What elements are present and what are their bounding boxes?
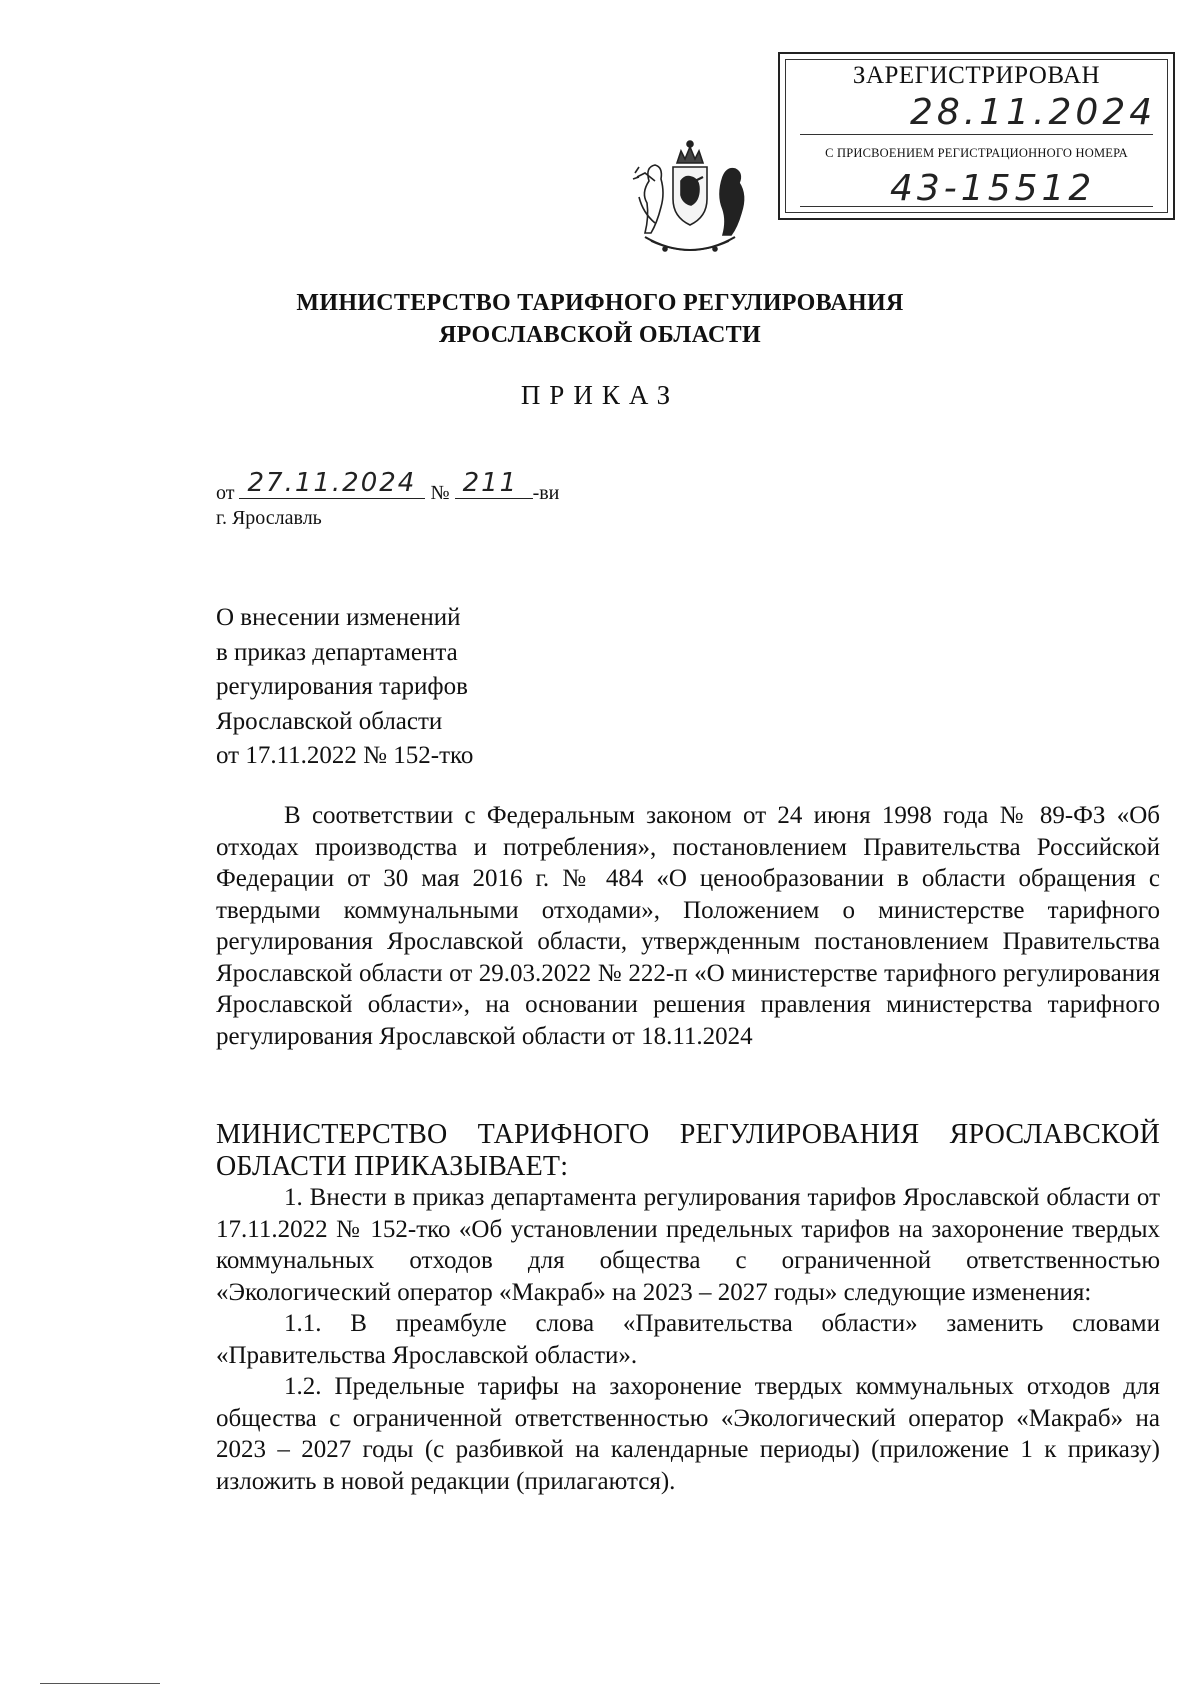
order-date-line — [216, 468, 560, 505]
order-items — [216, 1182, 1160, 1497]
subject-line: в приказ департамента — [216, 638, 458, 666]
stamp-registration-date: 28.11.2024 — [910, 92, 1157, 133]
ministry-heading — [0, 287, 1200, 351]
ministry-name-line-2: ЯРОСЛАВСКОЙ ОБЛАСТИ — [439, 322, 761, 348]
stamp-registration-number: 43-15512 — [890, 168, 1096, 209]
subject-line: О внесении изменений — [216, 604, 461, 631]
order-item-1: 1. Внести в приказ департамента регулирования тарифов Ярославской области от 17.11.2022 № 152-тко «Об установлении предельных тарифов на захоронение твердых коммунальных отходов для общества с ограниченной ответственностью «Экологический оператор «Макраб» на 2023 – 2027 годы» следующие изменения: — [216, 1184, 1160, 1306]
stamp-divider — [800, 134, 1153, 135]
number-prefix: № — [430, 482, 450, 504]
yaroslavl-coat-of-arms-icon — [615, 137, 765, 264]
decree-statement: МИНИСТЕРСТВО ТАРИФНОГО РЕГУЛИРОВАНИЯ ЯРОСЛАВСКОЙ ОБЛАСТИ ПРИКАЗЫВАЕТ: — [216, 1119, 1160, 1182]
preamble-paragraph — [216, 800, 1160, 1052]
date-prefix: от — [216, 482, 235, 504]
order-number-field — [455, 468, 533, 499]
order-date-field — [239, 468, 425, 499]
preamble-text: В соответствии с Федеральным законом от 24 июня 1998 года № 89-ФЗ «Об отходах производства и потребления», постановлением Правительства Российской Федерации от 30 мая 2016 г. № 484 «О ценообразовании в области обращения с твердыми коммунальными отходами», Положением о министерстве тарифного регулирования Ярославской области, утвержденным постановлением Правительства Ярославской области от 29.03.2022 № 222-п «О министерстве тарифного регулирования Ярославской области», на основании решения правления министерства тарифного регулирования Ярославской области от 18.11.2024 — [216, 802, 1160, 1050]
stamp-divider — [800, 206, 1153, 207]
stamp-title: ЗАРЕГИСТРИРОВАН — [852, 62, 1101, 89]
footer-rule — [40, 1683, 160, 1684]
order-date: 27.11.2024 — [247, 468, 417, 498]
order-item-1-2: 1.2. Предельные тарифы на захоронение твердых коммунальных отходов для общества с ограниченной ответственностью «Экологический оператор «Макраб» на 2023 – 2027 годы (с разбивкой на календарные периоды) (приложение 1 к приказу) изложить в новой редакции (прилагаются). — [216, 1373, 1160, 1495]
ministry-name-line-1: МИНИСТЕРСТВО ТАРИФНОГО РЕГУЛИРОВАНИЯ — [296, 290, 904, 316]
order-subject — [216, 601, 473, 774]
order-item-1-1: 1.1. В преамбуле слова «Правительства области» заменить словами «Правительства Ярославской области». — [216, 1310, 1160, 1369]
subject-line: от 17.11.2022 № 152-тко — [216, 742, 474, 769]
number-suffix: -ви — [532, 482, 560, 504]
order-number: 211 — [462, 468, 519, 498]
subject-line: регулирования тарифов — [216, 673, 468, 700]
city: г. Ярославль — [216, 507, 322, 529]
subject-line: Ярославской области — [216, 707, 443, 735]
stamp-caption: С ПРИСВОЕНИЕМ РЕГИСТРАЦИОННОГО НОМЕРА — [825, 146, 1128, 160]
registration-stamp — [778, 52, 1175, 220]
document-type-title: ПРИКАЗ — [520, 380, 680, 410]
